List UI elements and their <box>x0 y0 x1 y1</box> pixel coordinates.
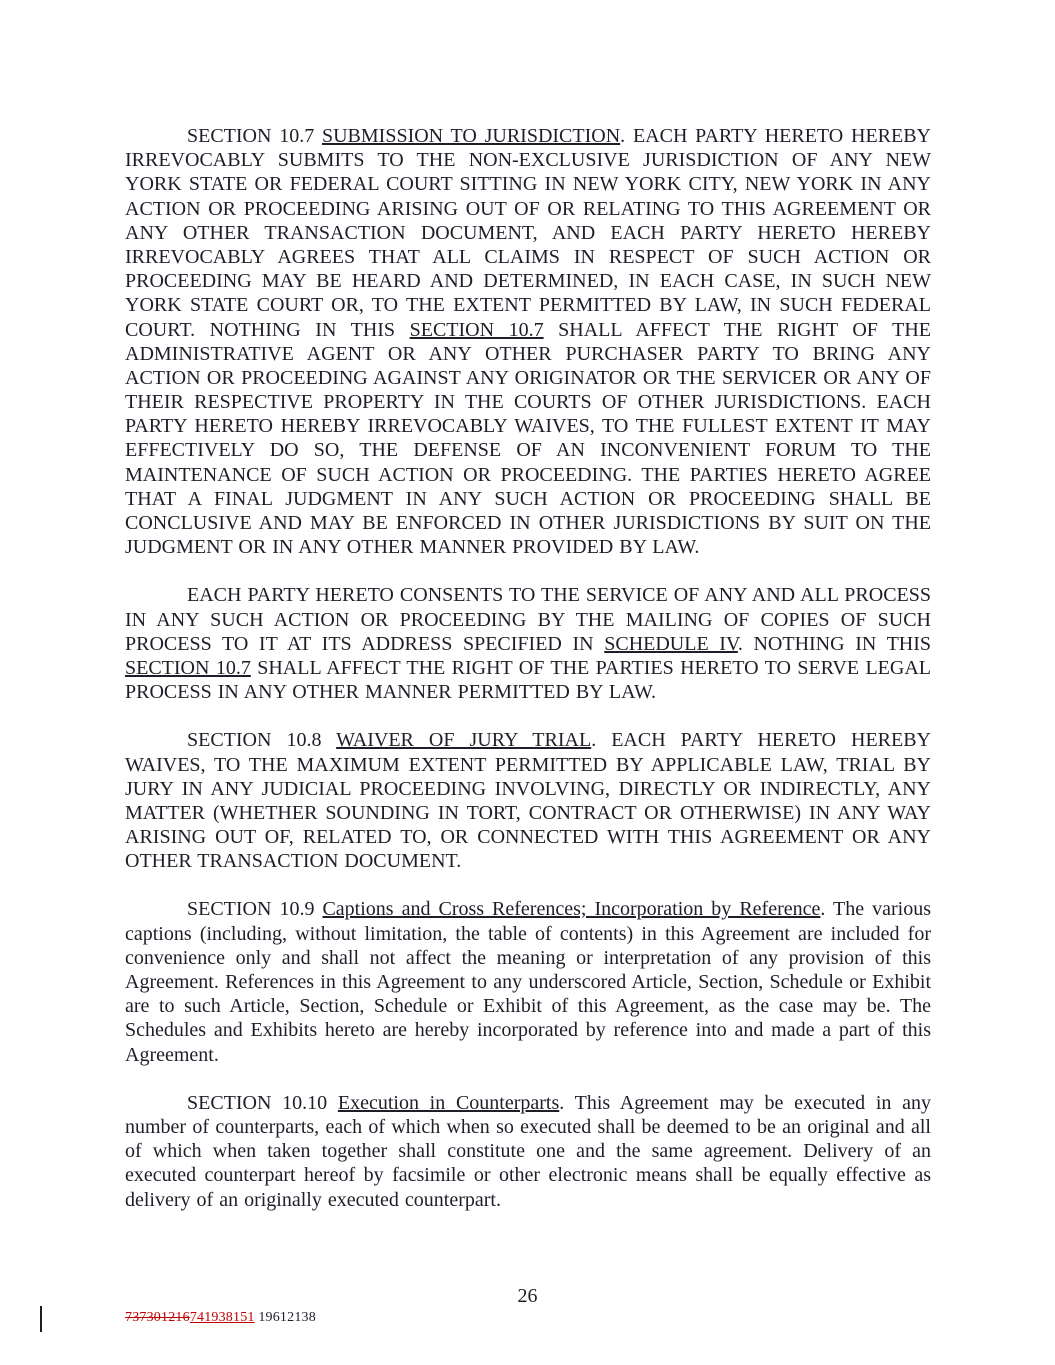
service-body-2: . NOTHING IN THIS <box>737 632 932 655</box>
section-10-10-title: Execution in Counterparts <box>337 1091 560 1114</box>
paragraph-section-10-9 <box>125 897 931 1066</box>
section-10-7-body-2: SHALL AFFECT THE RIGHT OF THE ADMINISTRATIVE AGENT OR ANY OTHER PURCHASER PARTY TO BRING ANY ACTION OR PROCEEDING AGAINST ANY ORIGINATOR OR THE SERVICER OR ANY OF THEIR RESPECTIVE PROPERTY IN THE COURTS OF OTHER JURISDICTIONS. EACH PARTY HERETO HEREBY IRREVOCABLY WAIVES, TO THE FULLEST EXTENT IT MAY EFFECTIVELY DO SO, THE DEFENSE OF AN INCONVENIENT FORUM TO THE MAINTENANCE OF SUCH ACTION OR PROCEEDING. THE PARTIES HERETO AGREE THAT A FINAL JUDGMENT IN ANY SUCH ACTION OR PROCEEDING SHALL BE CONCLUSIVE AND MAY BE ENFORCED IN OTHER JURISDICTIONS BY SUIT ON THE JUDGMENT OR IN ANY OTHER MANNER PROVIDED BY LAW. <box>125 318 931 559</box>
section-10-7-body-1: . EACH PARTY HERETO HEREBY IRREVOCABLY SUBMITS TO THE NON-EXCLUSIVE JURISDICTION OF ANY NEW YORK STATE OR FEDERAL COURT SITTING IN NEW YORK CITY, NEW YORK IN ANY ACTION OR PROCEEDING ARISING OUT OF OR RELATING TO THIS AGREEMENT OR ANY OTHER TRANSACTION DOCUMENT, AND EACH PARTY HERETO HEREBY IRREVOCABLY AGREES THAT ALL CLAIMS IN RESPECT OF SUCH ACTION OR PROCEEDING MAY BE HEARD AND DETERMINED, IN EACH CASE, IN SUCH NEW YORK STATE COURT OR, TO THE EXTENT PERMITTED BY LAW, IN SUCH FEDERAL COURT. NOTHING IN THIS <box>125 125 931 341</box>
deleted-doc-id: 737301216 <box>125 1310 190 1325</box>
schedule-iv-ref: SCHEDULE IV <box>604 632 738 655</box>
change-bar <box>40 1306 42 1332</box>
service-body-1: EACH PARTY HERETO CONSENTS TO THE SERVICE OF ANY AND ALL PROCESS IN ANY SUCH ACTION OR PROCEEDING BY THE MAILING OF COPIES OF SUCH PROCESS TO IT AT ITS ADDRESS SPECIFIED IN <box>125 584 931 655</box>
document-id-footer <box>125 1310 316 1326</box>
inserted-doc-id: 741938151 <box>189 1310 255 1325</box>
document-body <box>125 124 931 1212</box>
paragraph-section-10-7 <box>125 124 931 559</box>
section-10-7-ref: SECTION 10.7 <box>409 318 544 341</box>
section-10-10-body: . This Agreement may be executed in any number of counterparts, each of which when so executed shall be deemed to be an original and all of which when taken together shall constitute one and the same agreement. Delivery of an executed counterpart hereof by facsimile or other electronic means shall be equally effective as delivery of an originally executed counterpart. <box>125 1091 932 1211</box>
doc-id: 19612138 <box>254 1310 316 1325</box>
section-10-7-number: SECTION 10.7 <box>187 125 322 147</box>
section-10-7-title: SUBMISSION TO JURISDICTION <box>321 125 621 147</box>
section-10-9-number: SECTION 10.9 <box>187 898 323 921</box>
section-10-8-title: WAIVER OF JURY TRIAL <box>336 729 592 752</box>
section-10-8-body: . EACH PARTY HERETO HEREBY WAIVES, TO THE MAXIMUM EXTENT PERMITTED BY APPLICABLE LAW, TRIAL BY JURY IN ANY JUDICIAL PROCEEDING INVOLVING, DIRECTLY OR INDIRECTLY, ANY MATTER (WHETHER SOUNDING IN TORT, CONTRACT OR OTHERWISE) IN ANY WAY ARISING OUT OF, RELATED TO, OR CONNECTED WITH THIS AGREEMENT OR ANY OTHER TRANSACTION DOCUMENT. <box>125 729 931 873</box>
paragraph-section-10-8 <box>125 728 931 873</box>
section-10-9-body: . The various captions (including, without limitation, the table of contents) in this Agreement are included for convenience only and shall not affect the meaning or interpretation of any provision of this Agreement. References in this Agreement to any underscored Article, Section, Schedule or Exhibit are to such Article, Section, Schedule or Exhibit of this Agreement, as the case may be. The Schedules and Exhibits hereto are hereby incorporated by reference into and made a part of this Agreement. <box>125 898 931 1066</box>
service-body-3: SHALL AFFECT THE RIGHT OF THE PARTIES HERETO TO SERVE LEGAL PROCESS IN ANY OTHER MANNER PERMITTED BY LAW. <box>125 656 931 704</box>
paragraph-section-10-10 <box>125 1091 931 1212</box>
section-10-10-number: SECTION 10.10 <box>187 1091 338 1114</box>
paragraph-service-of-process <box>125 583 931 704</box>
page-number: 26 <box>517 1285 538 1307</box>
section-10-8-number: SECTION 10.8 <box>187 729 337 752</box>
section-10-7-ref-2: SECTION 10.7 <box>125 656 251 679</box>
section-10-9-title: Captions and Cross References; Incorporation by Reference <box>322 898 821 921</box>
